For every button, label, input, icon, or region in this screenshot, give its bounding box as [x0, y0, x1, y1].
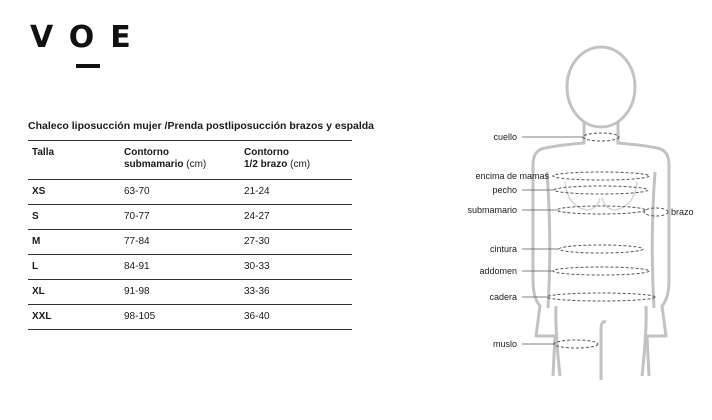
chest-ring — [554, 186, 648, 194]
label-above-bust: encima de mamas — [475, 171, 549, 181]
header-half-arm-line2: 1/2 brazo — [244, 159, 288, 170]
header-size — [28, 141, 120, 180]
half-arm-cell: 21-24 — [240, 180, 352, 205]
label-thigh: muslo — [492, 339, 517, 349]
size-cell: L — [28, 255, 120, 280]
head-outline — [567, 47, 635, 127]
under-bust-cell: 98-105 — [120, 305, 240, 330]
measure-rings — [547, 133, 668, 348]
size-cell: XL — [28, 280, 120, 305]
table-header-row — [28, 141, 352, 180]
inner-arm-left — [547, 172, 550, 308]
body-measurement-diagram — [440, 40, 710, 385]
waist-ring — [559, 245, 643, 253]
abdomen-ring — [553, 267, 649, 275]
header-half-arm — [240, 141, 352, 180]
table-row — [28, 280, 352, 305]
table-row — [28, 255, 352, 280]
size-chart-title: Chaleco liposucción mujer /Prenda postliposucción brazos y espalda — [28, 120, 375, 132]
header-half-arm-unit: (cm) — [287, 159, 311, 170]
size-table — [28, 140, 352, 330]
table-row — [28, 305, 352, 330]
under-bust-cell: 77-84 — [120, 230, 240, 255]
logo-underline — [76, 64, 100, 68]
thigh-ring — [554, 340, 598, 348]
under-bust-cell: 84-91 — [120, 255, 240, 280]
header-size-label: Talla — [32, 147, 55, 158]
half-arm-cell: 24-27 — [240, 205, 352, 230]
size-cell: XS — [28, 180, 120, 205]
half-arm-cell: 27-30 — [240, 230, 352, 255]
size-chart — [28, 120, 375, 330]
half-arm-cell: 36-40 — [240, 305, 352, 330]
header-half-arm-line1: Contorno — [244, 147, 289, 158]
half-arm-cell: 33-36 — [240, 280, 352, 305]
brand-wordmark: VOE — [30, 20, 147, 55]
under-bust-cell: 70-77 — [120, 205, 240, 230]
label-arm: brazo — [671, 207, 694, 217]
arm-ring — [644, 208, 668, 216]
under-bust-cell: 91-98 — [120, 280, 240, 305]
header-under-bust-line1: Contorno — [124, 147, 169, 158]
under-bust-ring — [557, 206, 645, 214]
size-cell: M — [28, 230, 120, 255]
size-cell: S — [28, 205, 120, 230]
label-abdomen: addomen — [479, 266, 517, 276]
label-waist: cintura — [489, 244, 517, 254]
size-cell: XXL — [28, 305, 120, 330]
header-under-bust-unit: (cm) — [183, 159, 207, 170]
half-arm-cell: 30-33 — [240, 255, 352, 280]
body-silhouette — [533, 47, 669, 380]
table-row — [28, 180, 352, 205]
label-neck: cuello — [493, 132, 517, 142]
neck-ring — [583, 133, 619, 141]
leader-lines — [522, 137, 583, 344]
inner-arm-right — [652, 172, 655, 308]
label-under-bust: submamario — [467, 205, 517, 215]
table-row — [28, 230, 352, 255]
header-under-bust — [120, 141, 240, 180]
label-hip: cadera — [489, 292, 517, 302]
above-bust-ring — [553, 172, 649, 180]
hip-ring — [547, 293, 655, 301]
table-row — [28, 205, 352, 230]
under-bust-cell: 63-70 — [120, 180, 240, 205]
label-chest: pecho — [492, 185, 517, 195]
legs-outline — [556, 306, 646, 380]
header-under-bust-line2: submamario — [124, 159, 184, 170]
